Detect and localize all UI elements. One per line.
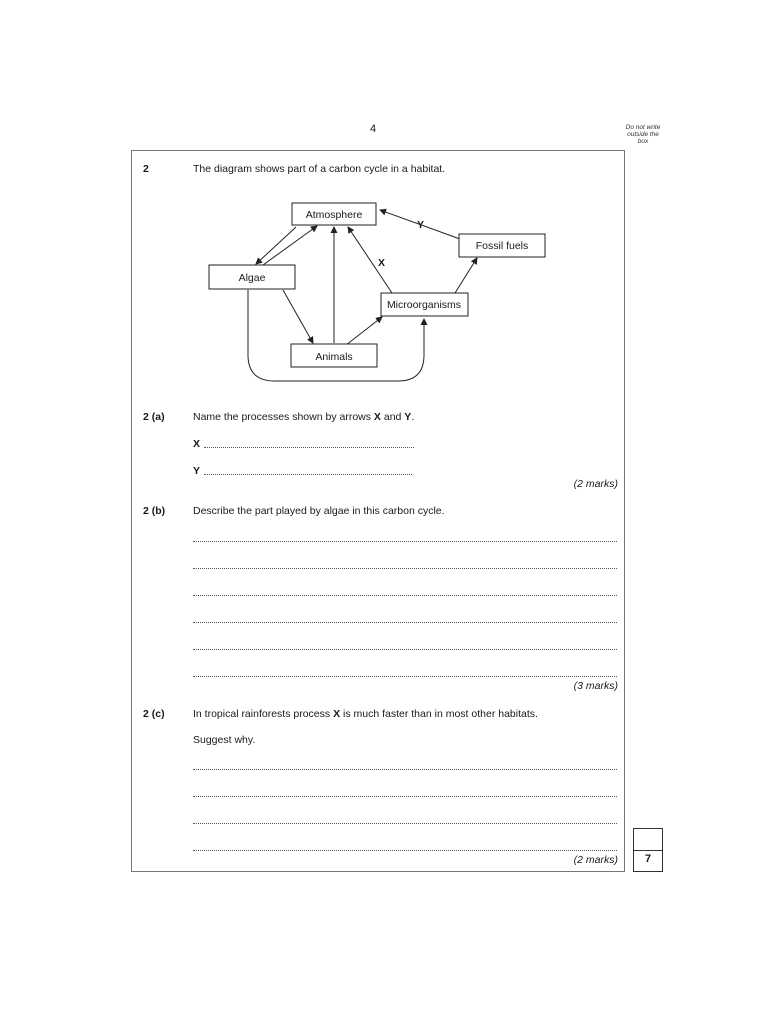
answer-line-y[interactable]: [193, 465, 412, 477]
q2a-marks: (2 marks): [573, 478, 618, 490]
page-number: 4: [370, 123, 377, 135]
score-box-divider: [634, 850, 662, 851]
arrow-label-x: X: [378, 257, 386, 269]
q2c-suffix: is much faster than in most other habitats.: [340, 708, 538, 720]
q2c-prefix: In tropical rainforests process: [193, 708, 334, 720]
q2b-marks: (3 marks): [573, 680, 618, 692]
arrow-microorganisms-to-fossil-fuels: [455, 258, 477, 293]
score-total: 7: [644, 853, 652, 865]
answer-x-dots[interactable]: [204, 447, 414, 448]
question-2a-text: [193, 411, 414, 423]
answer-line-2c-1[interactable]: [193, 769, 617, 770]
answer-line-2c-4[interactable]: [193, 850, 617, 851]
arrow-algae-to-atmosphere: [263, 226, 317, 265]
question-intro: The diagram shows part of a carbon cycle in a habitat.: [193, 163, 446, 175]
margin-note-line-2: outside the: [627, 131, 659, 138]
answer-line-2b-6[interactable]: [193, 676, 617, 677]
answer-line-2c-2[interactable]: [193, 796, 617, 797]
q2a-x: X: [373, 411, 381, 423]
score-box: [633, 828, 663, 872]
answer-line-2b-4[interactable]: [193, 622, 617, 623]
q2a-prefix: Name the processes shown by arrows: [193, 411, 374, 423]
margin-note-line-1: Do not write: [625, 124, 661, 131]
arrow-algae-to-animals: [283, 290, 313, 343]
node-algae-label: Algae: [238, 272, 266, 284]
margin-note-line-3: box: [637, 138, 649, 145]
question-2c-text: [193, 708, 538, 720]
question-2b-text: Describe the part played by algae in this carbon cycle.: [193, 505, 445, 517]
q2a-suffix: .: [411, 411, 415, 423]
question-2c-number: 2 (c): [143, 708, 165, 720]
arrow-animals-to-microorganisms: [346, 317, 382, 345]
node-microorganisms-label: Microorganisms: [386, 299, 462, 311]
q2c-x: X: [333, 708, 341, 720]
question-2a-number: 2 (a): [143, 411, 165, 423]
answer-line-2b-1[interactable]: [193, 541, 617, 542]
question-2c-prompt: Suggest why.: [193, 734, 256, 746]
answer-x-label: X: [193, 438, 201, 450]
question-2b-number: 2 (b): [143, 505, 166, 517]
arrow-label-y: Y: [417, 219, 425, 231]
answer-line-2b-3[interactable]: [193, 595, 617, 596]
arrow-x: [348, 227, 392, 293]
answer-y-label: Y: [193, 465, 201, 477]
q2a-and: and: [380, 411, 405, 423]
answer-line-2b-5[interactable]: [193, 649, 617, 650]
answer-line-2c-3[interactable]: [193, 823, 617, 824]
node-animals-label: Animals: [315, 351, 353, 363]
q2c-marks: (2 marks): [573, 854, 618, 866]
answer-line-x[interactable]: [193, 438, 414, 450]
question-number: 2: [143, 163, 149, 175]
answer-line-2b-2[interactable]: [193, 568, 617, 569]
q2a-y: Y: [404, 411, 412, 423]
node-atmosphere-label: Atmosphere: [305, 209, 363, 221]
node-fossil-fuels-label: Fossil fuels: [475, 240, 529, 252]
answer-y-dots[interactable]: [204, 474, 412, 475]
